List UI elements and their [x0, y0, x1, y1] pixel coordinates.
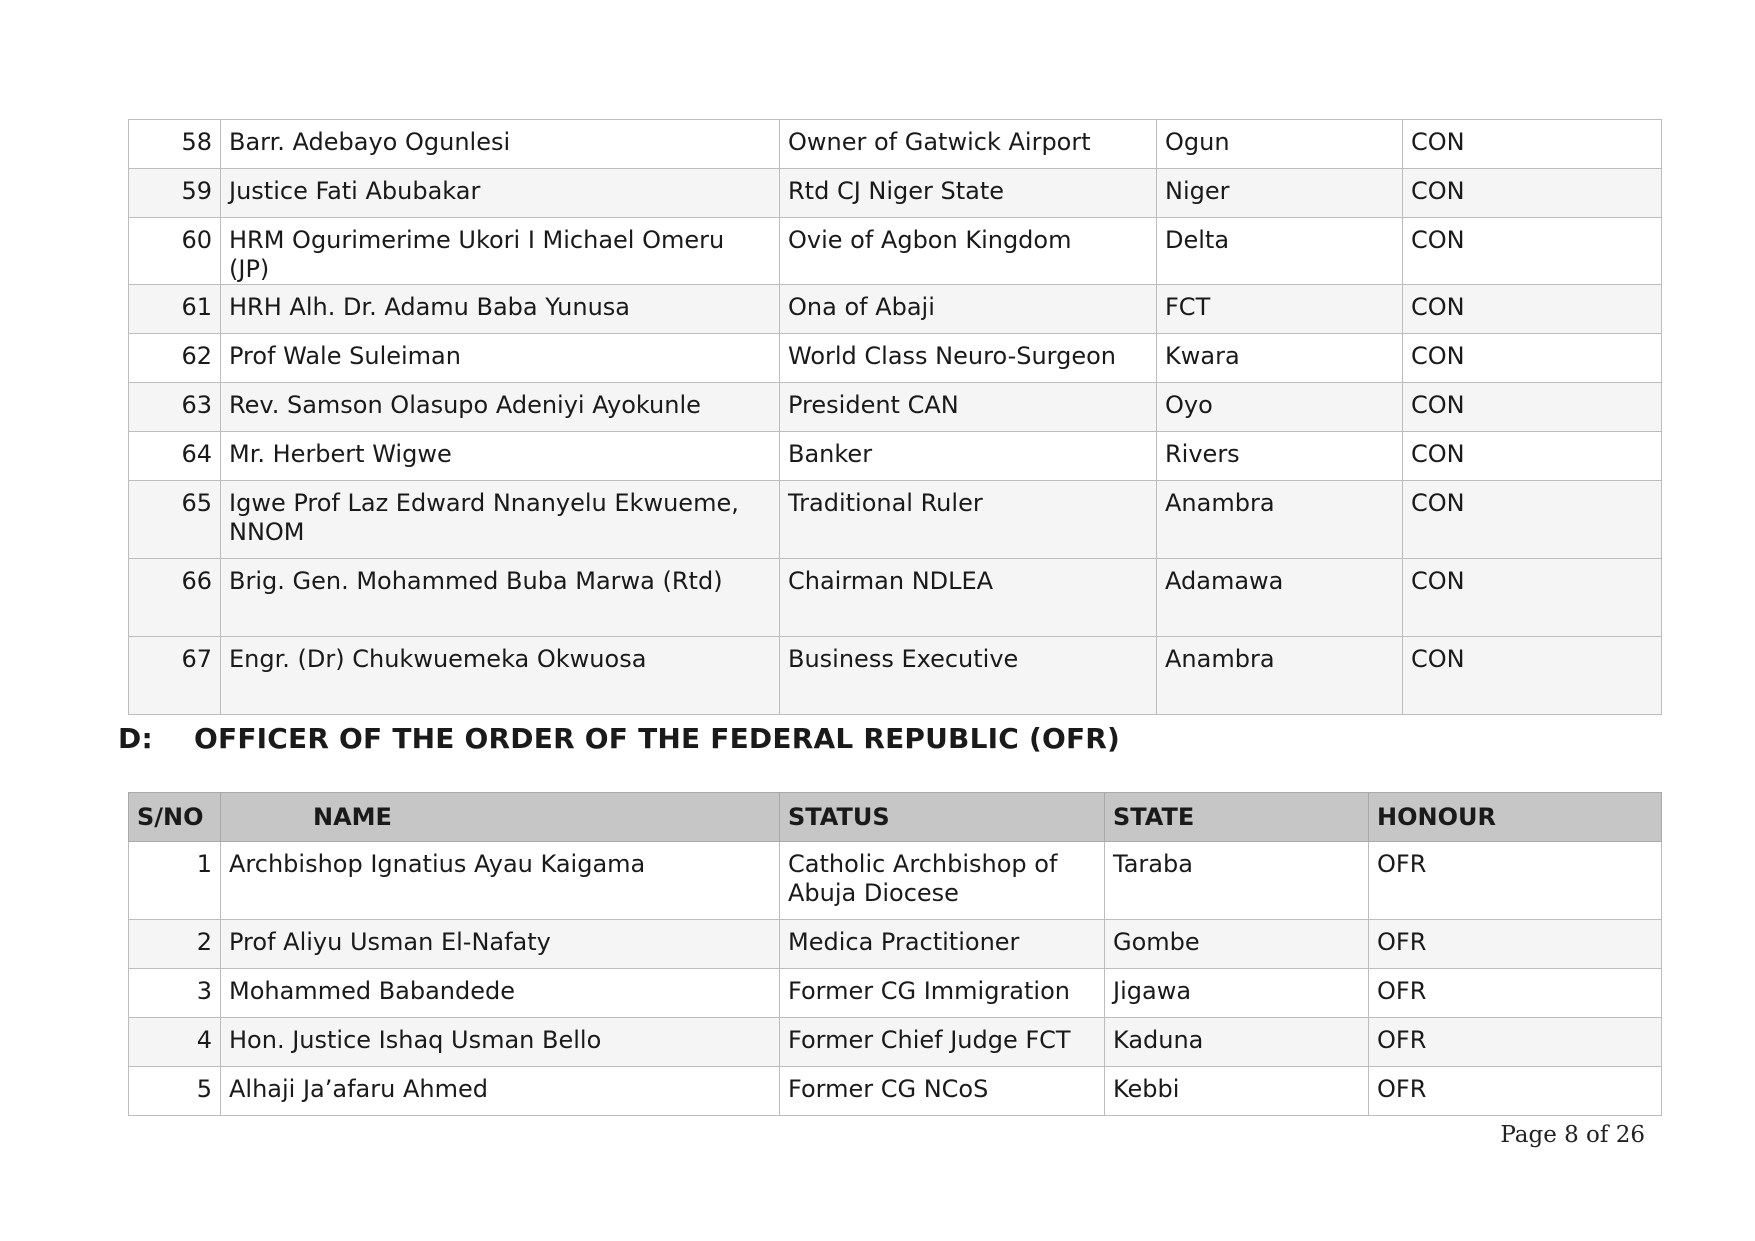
status-cell: Owner of Gatwick Airport — [780, 120, 1157, 169]
table-row — [129, 218, 1662, 285]
name-cell: Barr. Adebayo Ogunlesi — [221, 120, 780, 169]
column-header-state: STATE — [1105, 793, 1369, 842]
state-cell: Kebbi — [1105, 1067, 1369, 1116]
table-row — [129, 383, 1662, 432]
status-cell: Ovie of Agbon Kingdom — [780, 218, 1157, 285]
state-cell: Anambra — [1157, 637, 1403, 715]
state-cell: Kaduna — [1105, 1018, 1369, 1067]
header-row — [129, 793, 1662, 842]
name-cell: Igwe Prof Laz Edward Nnanyelu Ekwueme, NNOM — [221, 481, 780, 559]
table-row — [129, 481, 1662, 559]
honour-cell: OFR — [1369, 920, 1662, 969]
status-cell: Chairman NDLEA — [780, 559, 1157, 637]
honour-cell: OFR — [1369, 842, 1662, 920]
honour-cell: CON — [1403, 383, 1662, 432]
table-row — [129, 1067, 1662, 1116]
name-cell: Prof Wale Suleiman — [221, 334, 780, 383]
name-cell: HRM Ogurimerime Ukori I Michael Omeru (JP) — [221, 218, 780, 285]
serial-number-cell: 61 — [129, 285, 221, 334]
status-cell: President CAN — [780, 383, 1157, 432]
honour-cell: CON — [1403, 432, 1662, 481]
column-header-honour: HONOUR — [1369, 793, 1662, 842]
serial-number-cell: 62 — [129, 334, 221, 383]
honour-cell: CON — [1403, 285, 1662, 334]
honour-cell: OFR — [1369, 1018, 1662, 1067]
column-header-sn: S/NO — [129, 793, 221, 842]
name-cell: Alhaji Ja’afaru Ahmed — [221, 1067, 780, 1116]
state-cell: Rivers — [1157, 432, 1403, 481]
state-cell: FCT — [1157, 285, 1403, 334]
honour-cell: CON — [1403, 218, 1662, 285]
section-heading — [118, 722, 1120, 755]
table-row — [129, 432, 1662, 481]
table-row — [129, 334, 1662, 383]
honour-cell: CON — [1403, 334, 1662, 383]
name-cell: Prof Aliyu Usman El-Nafaty — [221, 920, 780, 969]
honour-cell: CON — [1403, 169, 1662, 218]
honour-cell: OFR — [1369, 969, 1662, 1018]
table-row — [129, 1018, 1662, 1067]
serial-number-cell: 2 — [129, 920, 221, 969]
status-cell: Catholic Archbishop of Abuja Diocese — [780, 842, 1105, 920]
table-row — [129, 169, 1662, 218]
serial-number-cell: 58 — [129, 120, 221, 169]
con-table — [128, 119, 1662, 715]
name-cell: Mr. Herbert Wigwe — [221, 432, 780, 481]
table-row — [129, 285, 1662, 334]
status-cell: Banker — [780, 432, 1157, 481]
name-cell: Archbishop Ignatius Ayau Kaigama — [221, 842, 780, 920]
page-number: Page 8 of 26 — [1500, 1122, 1645, 1148]
status-cell: Traditional Ruler — [780, 481, 1157, 559]
status-cell: Ona of Abaji — [780, 285, 1157, 334]
state-cell: Jigawa — [1105, 969, 1369, 1018]
status-cell: Former CG Immigration — [780, 969, 1105, 1018]
section-letter: D: — [118, 722, 153, 755]
name-cell: Mohammed Babandede — [221, 969, 780, 1018]
name-cell: HRH Alh. Dr. Adamu Baba Yunusa — [221, 285, 780, 334]
section-title: OFFICER OF THE ORDER OF THE FEDERAL REPUBLIC (OFR) — [194, 722, 1121, 755]
serial-number-cell: 60 — [129, 218, 221, 285]
serial-number-cell: 65 — [129, 481, 221, 559]
table-row — [129, 969, 1662, 1018]
status-cell: Business Executive — [780, 637, 1157, 715]
table-row — [129, 920, 1662, 969]
serial-number-cell: 64 — [129, 432, 221, 481]
state-cell: Adamawa — [1157, 559, 1403, 637]
status-cell: Medica Practitioner — [780, 920, 1105, 969]
name-cell: Engr. (Dr) Chukwuemeka Okwuosa — [221, 637, 780, 715]
honour-cell: CON — [1403, 559, 1662, 637]
state-cell: Niger — [1157, 169, 1403, 218]
column-header-name: NAME — [221, 793, 780, 842]
state-cell: Delta — [1157, 218, 1403, 285]
name-cell: Justice Fati Abubakar — [221, 169, 780, 218]
status-cell: Former CG NCoS — [780, 1067, 1105, 1116]
honour-cell: CON — [1403, 637, 1662, 715]
state-cell: Ogun — [1157, 120, 1403, 169]
name-cell: Brig. Gen. Mohammed Buba Marwa (Rtd) — [221, 559, 780, 637]
status-cell: Rtd CJ Niger State — [780, 169, 1157, 218]
table-row — [129, 559, 1662, 637]
serial-number-cell: 59 — [129, 169, 221, 218]
honour-cell: OFR — [1369, 1067, 1662, 1116]
honour-cell: CON — [1403, 481, 1662, 559]
serial-number-cell: 1 — [129, 842, 221, 920]
state-cell: Anambra — [1157, 481, 1403, 559]
state-cell: Kwara — [1157, 334, 1403, 383]
state-cell: Gombe — [1105, 920, 1369, 969]
serial-number-cell: 63 — [129, 383, 221, 432]
ofr-table — [128, 792, 1662, 1116]
name-cell: Hon. Justice Ishaq Usman Bello — [221, 1018, 780, 1067]
status-cell: Former Chief Judge FCT — [780, 1018, 1105, 1067]
honour-cell: CON — [1403, 120, 1662, 169]
serial-number-cell: 5 — [129, 1067, 221, 1116]
state-cell: Oyo — [1157, 383, 1403, 432]
serial-number-cell: 3 — [129, 969, 221, 1018]
table-row — [129, 637, 1662, 715]
table-row — [129, 842, 1662, 920]
state-cell: Taraba — [1105, 842, 1369, 920]
column-header-status: STATUS — [780, 793, 1105, 842]
table-row — [129, 120, 1662, 169]
serial-number-cell: 66 — [129, 559, 221, 637]
serial-number-cell: 67 — [129, 637, 221, 715]
serial-number-cell: 4 — [129, 1018, 221, 1067]
name-cell: Rev. Samson Olasupo Adeniyi Ayokunle — [221, 383, 780, 432]
status-cell: World Class Neuro-Surgeon — [780, 334, 1157, 383]
